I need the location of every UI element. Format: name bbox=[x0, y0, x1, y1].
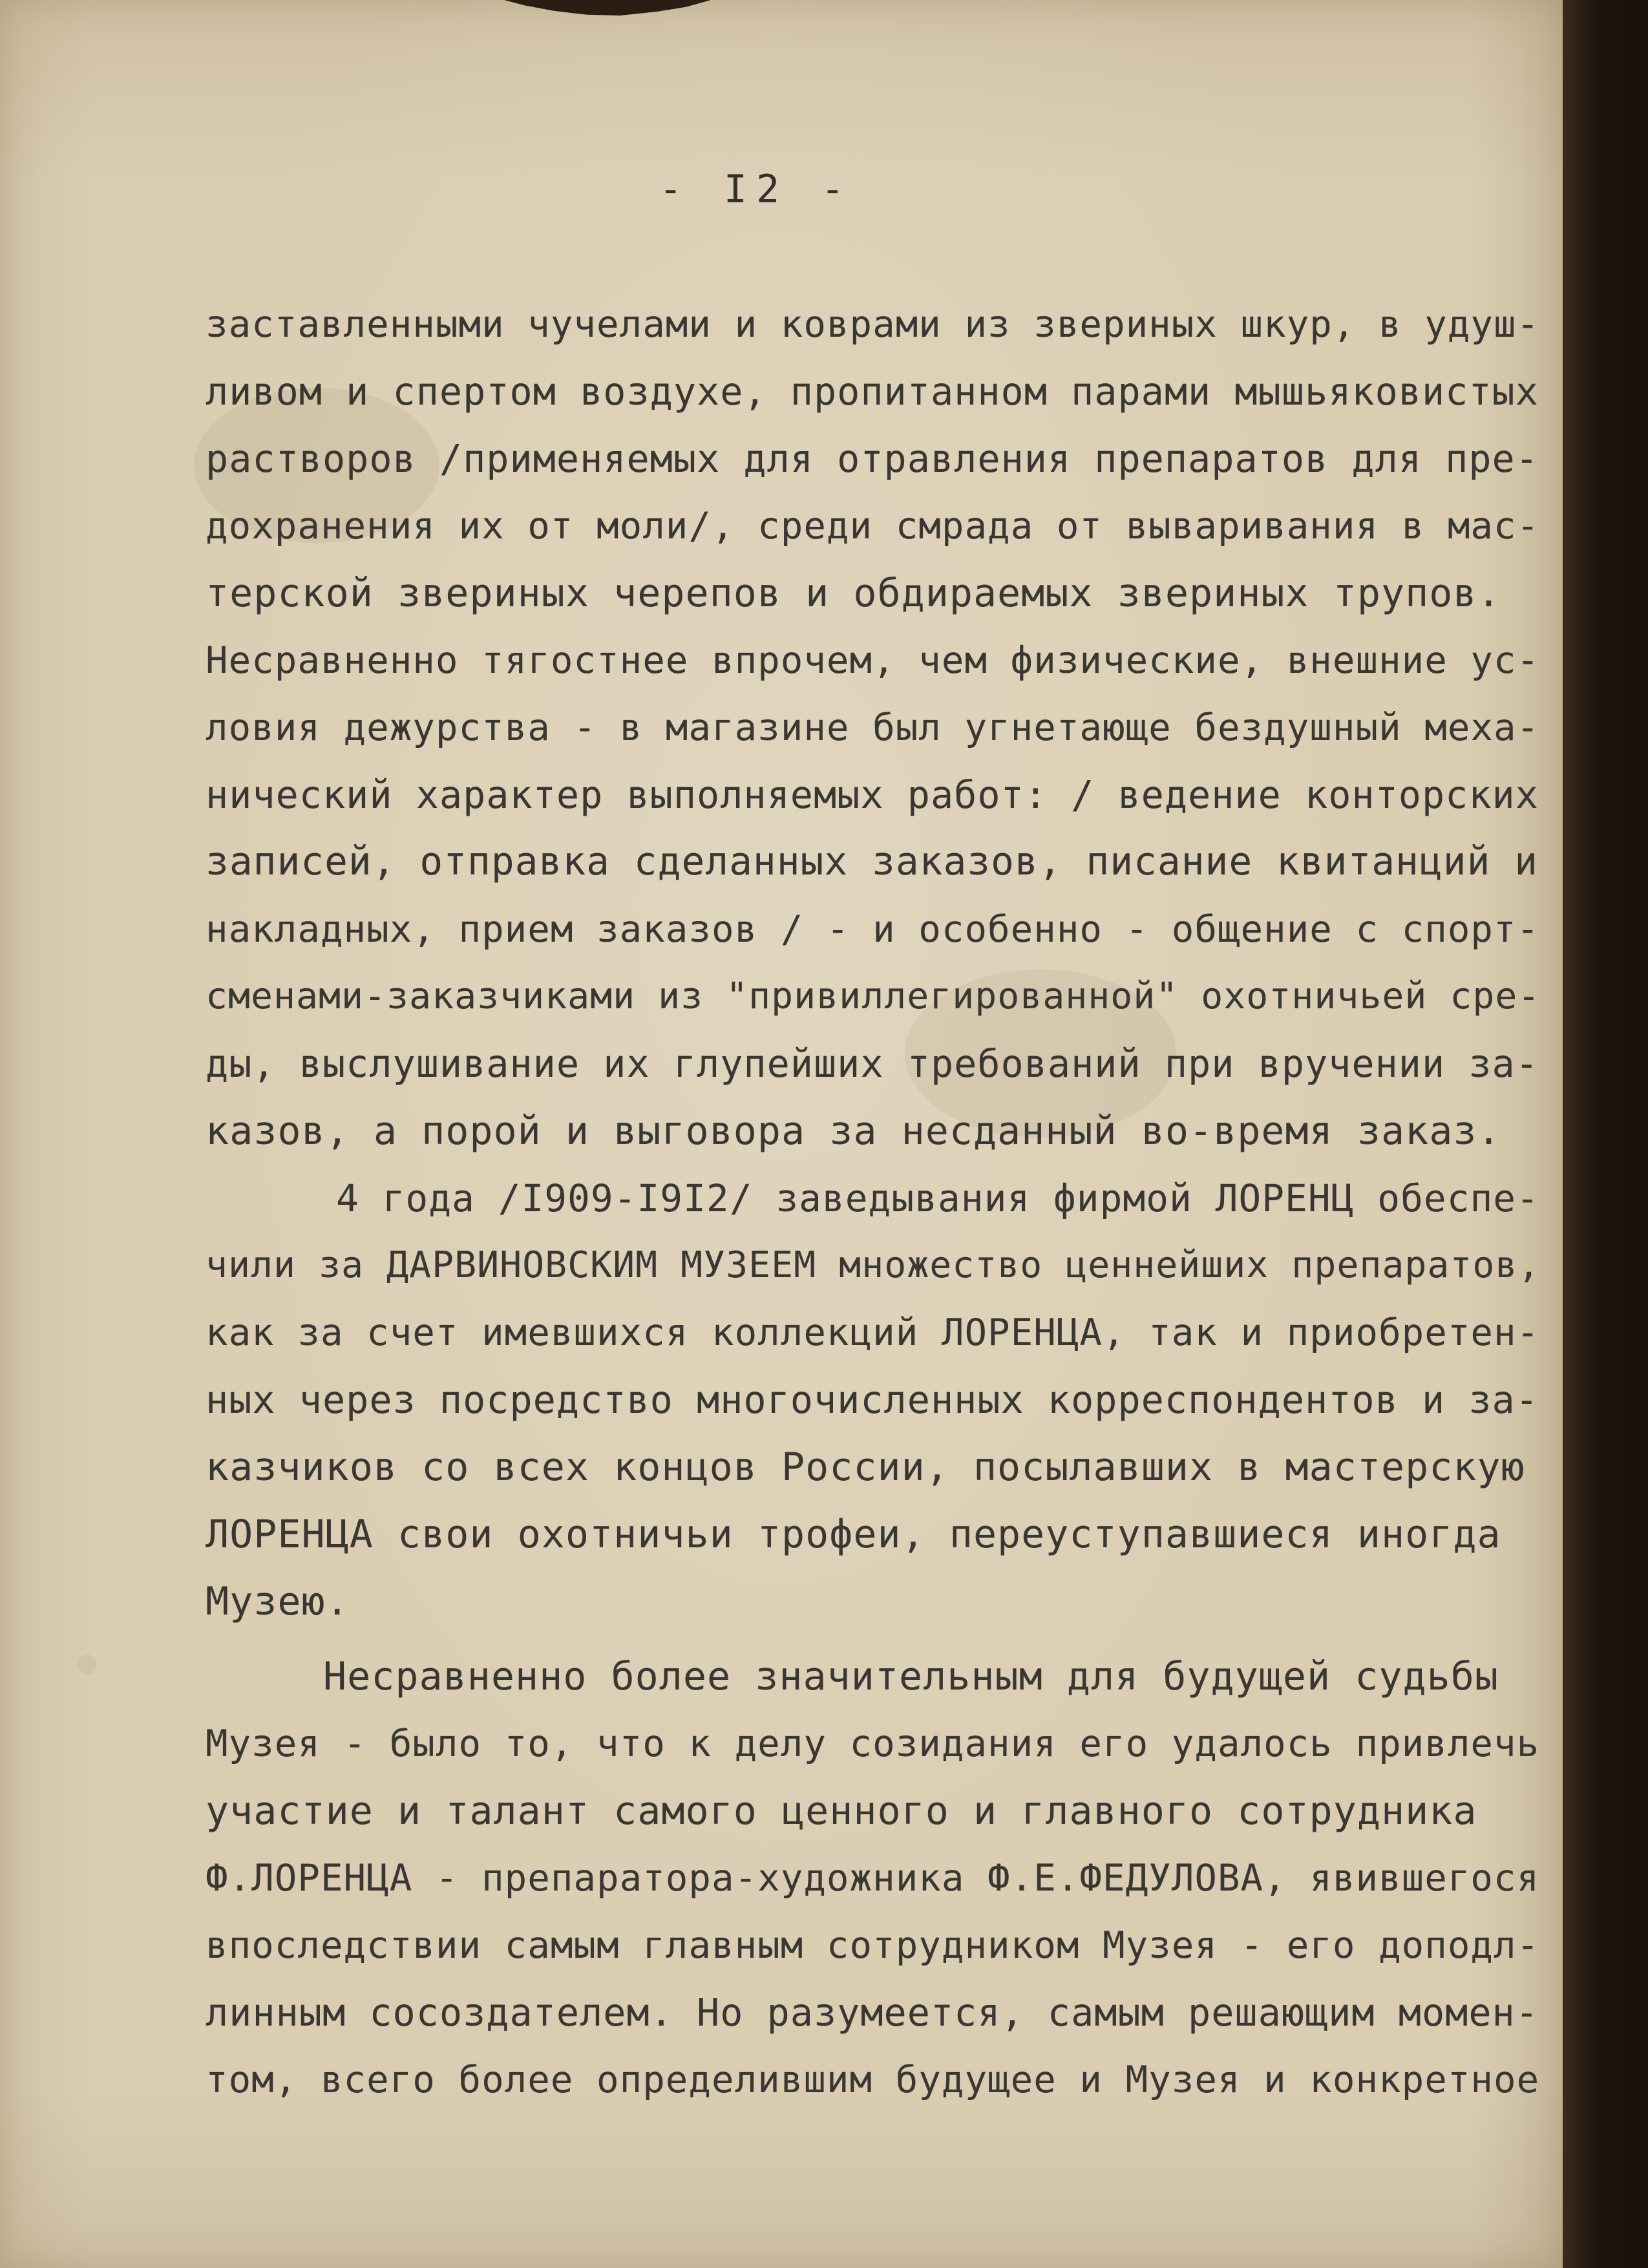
text-line: линным сосоздателем. Но разумеется, самым решающим момен- bbox=[206, 1991, 1539, 2035]
page-number: - I2 - bbox=[659, 167, 854, 212]
text-line: ливом и спертом воздухе, пропитанном парами мышьяковистых bbox=[206, 370, 1539, 414]
text-line: ЛОРЕНЦА свои охотничьи трофеи, переуступавшиеся иногда bbox=[206, 1512, 1501, 1557]
text-line: ловия дежурства - в магазине был угнетающе бездушный меха- bbox=[206, 706, 1540, 749]
page-edge-shadow bbox=[1563, 0, 1648, 2268]
text-line: Ф.ЛОРЕНЦА - препаратора-художника Ф.Е.ФЕДУЛОВА, явившегося bbox=[206, 1856, 1540, 1900]
text-line: Музею. bbox=[206, 1579, 350, 1624]
text-line: том, всего более определившим будущее и Музея и конкретное bbox=[206, 2058, 1540, 2101]
text-line: чили за ДАРВИНОВСКИМ МУЗЕЕМ множество ценнейших препаратов, bbox=[206, 1244, 1541, 1286]
text-line: накладных, прием заказов / - и особенно - общение с спорт- bbox=[206, 907, 1540, 951]
text-line: Несравненно тягостнее впрочем, чем физические, внешние ус- bbox=[206, 639, 1540, 682]
text-line: записей, отправка сделанных заказов, писание квитанций и bbox=[206, 840, 1539, 884]
text-line: заставленными чучелами и коврами из звериных шкур, в удуш- bbox=[206, 302, 1540, 346]
text-line: впоследствии самым главным сотрудником Музея - его доподл- bbox=[206, 1924, 1540, 1967]
text-line: сменами-заказчиками из "привиллегированной" охотничьей сре- bbox=[206, 975, 1541, 1017]
text-line: терской звериных черепов и обдираемых звериных трупов. bbox=[206, 571, 1501, 616]
text-line: Музея - было то, что к делу созидания его удалось привлечь bbox=[206, 1722, 1540, 1765]
text-line: 4 года /I909-I9I2/ заведывания фирмой ЛОРЕНЦ обеспе- bbox=[336, 1176, 1539, 1220]
text-line: ды, выслушивание их глупейших требований при вручении за- bbox=[206, 1042, 1539, 1086]
text-line: дохранения их от моли/, среди смрада от вываривания в мас- bbox=[206, 504, 1540, 547]
text-line: Несравненно более значительным для будущей судьбы bbox=[323, 1654, 1499, 1699]
text-line: ных через посредство многочисленных корреспондентов и за- bbox=[206, 1378, 1539, 1422]
text-line: растворов /применяемых для отравления препаратов для пре- bbox=[206, 437, 1539, 481]
text-line: нический характер выполняемых работ: / ведение конторских bbox=[206, 773, 1539, 817]
text-line: казов, а порой и выговора за несданный во-время заказ. bbox=[206, 1108, 1501, 1154]
text-line: казчиков со всех концов России, посылавших в мастерскую bbox=[206, 1445, 1525, 1490]
text-line: участие и талант самого ценного и главного сотрудника bbox=[206, 1788, 1477, 1834]
text-line: как за счет имевшихся коллекций ЛОРЕНЦА, так и приобретен- bbox=[206, 1311, 1540, 1354]
